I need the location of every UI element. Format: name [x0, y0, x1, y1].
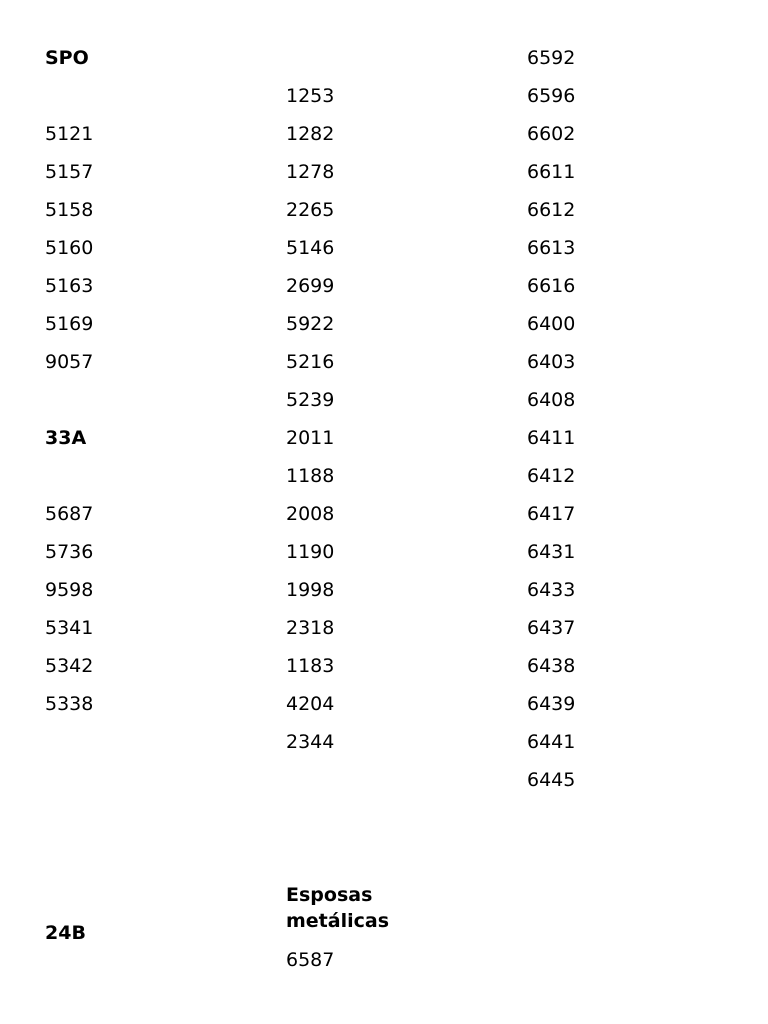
list-item: 2344	[286, 731, 335, 753]
list-item: 5239	[286, 389, 335, 411]
heading-24b: 24B	[45, 922, 86, 944]
list-item: 2318	[286, 617, 335, 639]
list-item: 6616	[527, 275, 576, 297]
list-item: 6596	[527, 85, 576, 107]
list-item: 5158	[45, 199, 94, 221]
heading-esposas-line1: Esposas	[286, 884, 373, 906]
list-item: 4204	[286, 693, 335, 715]
list-item: 2265	[286, 199, 335, 221]
list-item: 6412	[527, 465, 576, 487]
list-item: 5736	[45, 541, 94, 563]
list-item: 5157	[45, 161, 94, 183]
list-item: 6441	[527, 731, 576, 753]
list-item: 6411	[527, 427, 576, 449]
list-item: 5160	[45, 237, 94, 259]
list-item: 5922	[286, 313, 335, 335]
list-item: 2699	[286, 275, 335, 297]
list-item: 6400	[527, 313, 576, 335]
list-item: 5341	[45, 617, 94, 639]
list-item: 1282	[286, 123, 335, 145]
list-item: 5338	[45, 693, 94, 715]
list-item: 1278	[286, 161, 335, 183]
list-item: 6408	[527, 389, 576, 411]
list-item: 1183	[286, 655, 335, 677]
list-item: 6403	[527, 351, 576, 373]
list-item: 6613	[527, 237, 576, 259]
list-item: 2011	[286, 427, 335, 449]
list-item: 2008	[286, 503, 335, 525]
heading-esposas-line2: metálicas	[286, 910, 390, 932]
list-item: 6612	[527, 199, 576, 221]
blank-row	[45, 464, 245, 502]
list-item: 6439	[527, 693, 576, 715]
heading-esposas-metalicas	[286, 882, 486, 934]
value-6587: 6587	[286, 949, 335, 971]
list-item: 6592	[527, 47, 576, 69]
list-item: 5687	[45, 503, 94, 525]
list-item: 6445	[527, 769, 576, 791]
list-item: 9598	[45, 579, 94, 601]
list-item: 1190	[286, 541, 335, 563]
list-item: 6431	[527, 541, 576, 563]
blank-row	[45, 388, 245, 426]
blank-row	[45, 84, 245, 122]
list-item: 6433	[527, 579, 576, 601]
column-a	[45, 46, 245, 730]
list-item: 1998	[286, 579, 335, 601]
list-item: 1188	[286, 465, 335, 487]
list-item: 5342	[45, 655, 94, 677]
list-item: 9057	[45, 351, 94, 373]
list-item: 6437	[527, 617, 576, 639]
list-item: 5169	[45, 313, 94, 335]
list-item: 1253	[286, 85, 335, 107]
column-c	[527, 46, 727, 806]
list-item: 6602	[527, 123, 576, 145]
list-item: SPO	[45, 47, 89, 69]
list-item: 5121	[45, 123, 94, 145]
list-item: 5146	[286, 237, 335, 259]
list-item: 33A	[45, 427, 87, 449]
list-item: 5163	[45, 275, 94, 297]
list-item: 6438	[527, 655, 576, 677]
list-item: 5216	[286, 351, 335, 373]
list-item: 6611	[527, 161, 576, 183]
blank-row	[286, 46, 486, 84]
column-b	[286, 46, 486, 768]
list-item: 6417	[527, 503, 576, 525]
